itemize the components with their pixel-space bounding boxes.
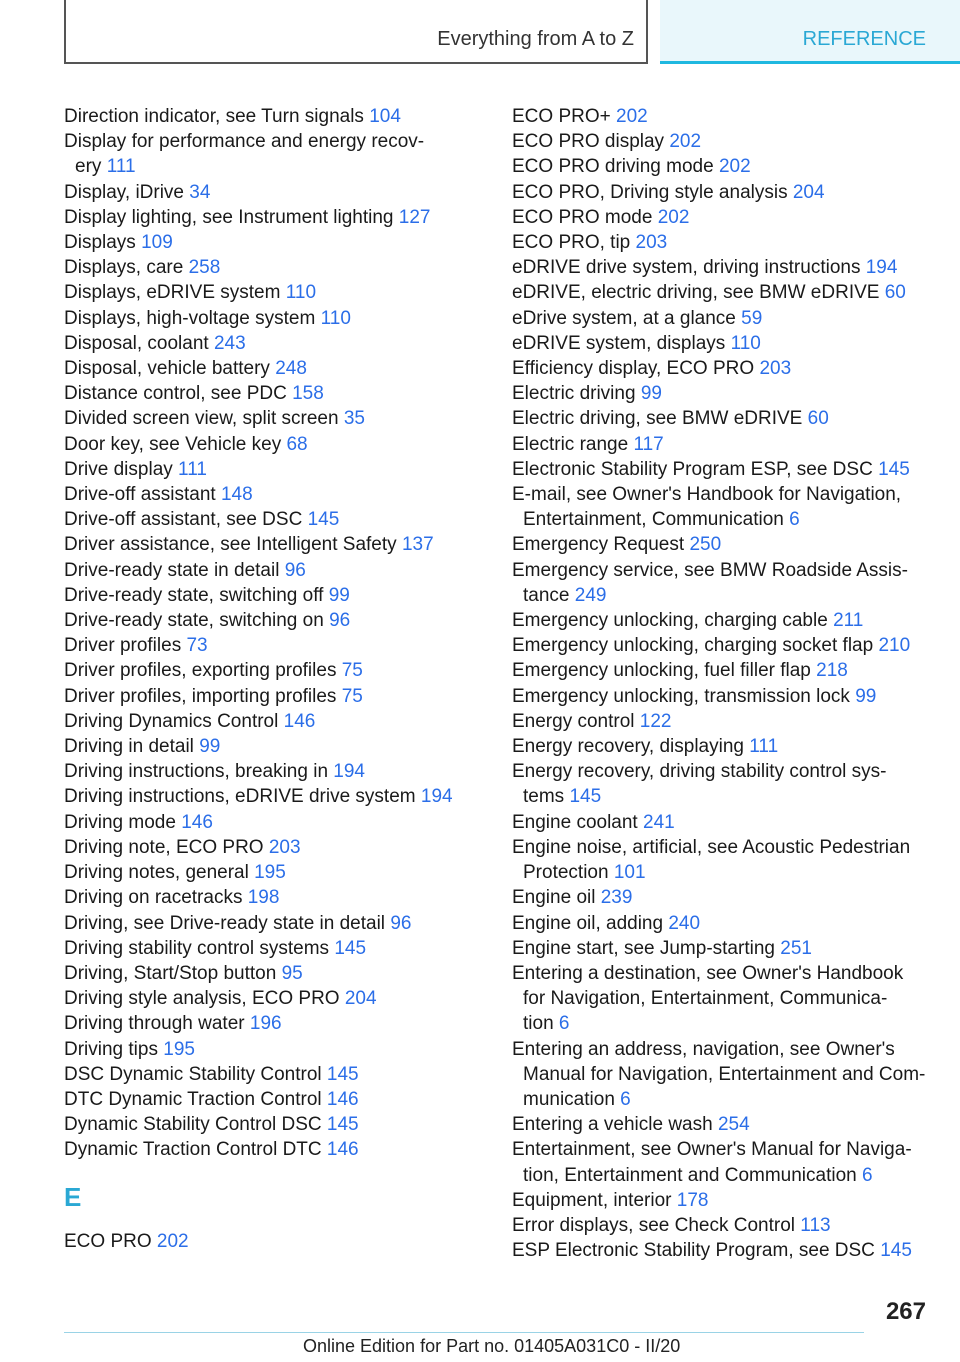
entry-page-link[interactable]: 203: [759, 358, 792, 380]
entry-term: Driver profiles, exporting profiles: [64, 660, 337, 682]
page-number: 267: [885, 1298, 926, 1325]
index-entry: [64, 356, 464, 381]
entry-term: Emergency unlocking, charging socket flap: [512, 635, 874, 657]
entry-page-link[interactable]: 111: [749, 736, 779, 758]
index-entry: [64, 306, 464, 331]
entry-page-link[interactable]: 145: [326, 1114, 359, 1136]
entry-page-link[interactable]: 110: [730, 332, 761, 354]
entry-page-link[interactable]: 202: [718, 156, 751, 178]
entry-term: Error displays, see Check Control: [512, 1214, 795, 1236]
index-entry: [512, 154, 932, 179]
index-entry: [512, 381, 932, 406]
entry-term: Displays: [64, 232, 136, 254]
entry-term: Door key, see Vehicle key: [64, 433, 282, 455]
entry-page-link[interactable]: 35: [343, 408, 365, 430]
entry-page-link[interactable]: 202: [616, 106, 648, 127]
footer-text: Online Edition for Part no. 01405A031C0 - II/20: [303, 1336, 681, 1356]
index-entry: [512, 1037, 932, 1113]
index-entry: [512, 936, 932, 961]
entry-page-link[interactable]: 258: [188, 257, 221, 279]
entry-term: ESP Electronic Stability Program, see DSC: [512, 1240, 875, 1262]
entry-page-link[interactable]: 248: [275, 358, 307, 380]
entry-page-link[interactable]: 109: [141, 232, 173, 254]
entry-term: DTC Dynamic Traction Control: [64, 1088, 322, 1110]
index-list-left: [64, 104, 464, 1163]
entry-page-link[interactable]: 196: [249, 1013, 282, 1035]
index-entry: [64, 432, 464, 457]
index-entry: [64, 860, 464, 885]
index-entry: [512, 759, 932, 809]
entry-term: Emergency unlocking, fuel filler flap: [512, 660, 811, 682]
entry-term: Entering a vehicle wash: [512, 1114, 713, 1136]
entry-term-continued: tion, Entertainment and Communication: [523, 1164, 857, 1186]
index-column-left: [64, 104, 464, 1254]
entry-page-link[interactable]: 34: [189, 181, 211, 203]
entry-term: Driver profiles, importing profiles: [64, 685, 337, 707]
index-entry: [512, 356, 932, 381]
entry-term: eDRIVE system, displays: [512, 332, 726, 354]
entry-page-link[interactable]: 243: [213, 332, 246, 354]
index-entry: [512, 129, 932, 154]
index-entry: [64, 885, 464, 910]
entry-page-link[interactable]: 254: [717, 1114, 750, 1136]
entry-term: ECO PRO driving mode: [512, 156, 714, 178]
entry-term: Drive-off assistant, see DSC: [64, 509, 303, 531]
entry-page-link[interactable]: 249: [574, 584, 607, 606]
entry-term: Displays, high-voltage system: [64, 307, 316, 329]
index-entry: [64, 1087, 464, 1112]
index-entry: [512, 961, 932, 1037]
index-entry: [64, 482, 464, 507]
entry-term: Driving Dynamics Control: [64, 710, 279, 732]
index-entry: [64, 1112, 464, 1137]
entry-page-link[interactable]: 145: [569, 786, 602, 808]
index-entry: [512, 205, 932, 230]
entry-term: Engine noise, artificial, see Acoustic Pedestrian: [512, 836, 911, 858]
entry-term: Driving instructions, eDRIVE drive system: [64, 786, 416, 808]
index-entry: [512, 911, 932, 936]
entry-page-link[interactable]: 96: [284, 559, 306, 581]
entry-page-link[interactable]: 195: [254, 862, 286, 884]
entry-page-link[interactable]: 251: [780, 937, 812, 959]
entry-page-link[interactable]: 194: [420, 786, 453, 808]
entry-term-continued: for Navigation, Entertainment, Communica-: [523, 988, 888, 1010]
entry-term: Electric driving: [512, 383, 636, 405]
header-title: Everything from A to Z: [437, 28, 634, 50]
entry-term: eDRIVE drive system, driving instructions: [512, 257, 861, 279]
entry-term: Driving instructions, breaking in: [64, 761, 329, 783]
entry-term: Driver assistance, see Intelligent Safety: [64, 534, 397, 556]
entry-term-continued: tems: [523, 786, 565, 808]
entry-page-link[interactable]: 210: [878, 635, 911, 657]
index-list-right: [512, 104, 932, 1263]
entry-term: Engine start, see Jump-starting: [512, 937, 775, 959]
entry-page-link[interactable]: 73: [186, 635, 208, 657]
entry-term: Energy recovery, displaying: [512, 736, 744, 758]
entry-page-link[interactable]: 204: [344, 988, 377, 1010]
entry-term: Driver profiles: [64, 635, 182, 657]
index-entry: [64, 583, 464, 608]
entry-page-link[interactable]: 239: [600, 887, 633, 909]
entry-page-link[interactable]: 202: [156, 1230, 189, 1252]
index-entry: [64, 280, 464, 305]
entry-page-link[interactable]: 101: [613, 862, 646, 884]
entry-page-link[interactable]: 60: [807, 408, 829, 430]
index-entry: [512, 835, 932, 885]
entry-term: Driving, see Drive-ready state in detail: [64, 912, 386, 934]
entry-page-link[interactable]: 117: [633, 433, 664, 455]
index-entry: [64, 129, 464, 179]
entry-term: Emergency Request: [512, 534, 685, 556]
entry-page-link[interactable]: 96: [390, 912, 412, 934]
entry-term: Emergency service, see BMW Roadside Assis-: [512, 559, 908, 581]
page-header: [0, 0, 960, 66]
index-entry: [64, 180, 464, 205]
index-entry: [64, 558, 464, 583]
entry-term: Driving mode: [64, 811, 176, 833]
entry-term: Entering an address, navigation, see Owner's: [512, 1038, 895, 1060]
index-entry: [512, 406, 932, 431]
entry-page-link[interactable]: 111: [106, 156, 136, 178]
entry-page-link[interactable]: 60: [884, 282, 906, 304]
entry-term: Drive-ready state in detail: [64, 559, 280, 581]
entry-page-link[interactable]: 195: [163, 1038, 195, 1060]
entry-term: Driving tips: [64, 1038, 158, 1060]
entry-term: Equipment, interior: [512, 1189, 672, 1211]
header-title-box: [64, 0, 648, 64]
entry-term: Entering a destination, see Owner's Handbook: [512, 962, 904, 984]
index-entry: [64, 658, 464, 683]
entry-term: ECO PRO mode: [512, 206, 653, 228]
index-entry: [64, 507, 464, 532]
entry-page-link[interactable]: 145: [307, 509, 340, 531]
entry-page-link[interactable]: 202: [669, 131, 702, 153]
entry-term: Displays, care: [64, 257, 184, 279]
entry-term: Direction indicator, see Turn signals: [64, 106, 364, 127]
entry-term: Divided screen view, split screen: [64, 408, 339, 430]
entry-term-continued: Manual for Navigation, Entertainment and Com-: [523, 1063, 926, 1085]
entry-term: E-mail, see Owner's Handbook for Navigation,: [512, 484, 902, 506]
index-entry: [64, 457, 464, 482]
entry-page-link[interactable]: 146: [181, 811, 213, 833]
entry-page-link[interactable]: 113: [800, 1214, 831, 1236]
entry-page-link[interactable]: 194: [333, 761, 365, 783]
index-entry: [512, 709, 932, 734]
entry-page-link[interactable]: 202: [657, 206, 690, 228]
entry-term: Display, iDrive: [64, 181, 185, 203]
entry-page-link[interactable]: 6: [862, 1164, 873, 1186]
index-entry: [512, 1213, 932, 1238]
index-entry: [64, 986, 464, 1011]
index-entry: [512, 734, 932, 759]
entry-term-continued: tance: [523, 584, 570, 606]
index-entry: [64, 532, 464, 557]
entry-page-link[interactable]: 99: [855, 685, 877, 707]
entry-page-link[interactable]: 198: [247, 887, 280, 909]
entry-term: Disposal, vehicle battery: [64, 358, 270, 380]
entry-page-link[interactable]: 145: [878, 458, 910, 480]
index-entry: [64, 406, 464, 431]
index-entry: [64, 255, 464, 280]
index-entry: [64, 784, 464, 809]
entry-page-link[interactable]: 194: [865, 257, 898, 279]
index-entry: [512, 104, 932, 129]
index-entry: [64, 709, 464, 734]
entry-page-link[interactable]: 145: [334, 937, 367, 959]
index-entry: [512, 457, 932, 482]
entry-term: Energy recovery, driving stability control sys-: [512, 761, 887, 783]
entry-page-link[interactable]: 75: [341, 660, 363, 682]
entry-term: Distance control, see PDC: [64, 383, 287, 405]
entry-term: Engine oil: [512, 887, 596, 909]
entry-term: ECO PRO, tip: [512, 232, 631, 254]
entry-page-link[interactable]: 241: [643, 811, 675, 833]
entry-page-link[interactable]: 110: [320, 307, 351, 329]
index-list-left-after-section: [64, 1229, 464, 1254]
entry-term: ECO PRO+: [512, 106, 611, 127]
entry-term: Emergency unlocking, charging cable: [512, 610, 828, 632]
index-entry: [512, 608, 932, 633]
entry-term: Driving in detail: [64, 736, 194, 758]
index-entry: [512, 230, 932, 255]
index-entry: [64, 1037, 464, 1062]
entry-term: ECO PRO display: [512, 131, 665, 153]
entry-page-link[interactable]: 111: [178, 458, 207, 480]
index-entry: [64, 633, 464, 658]
index-entry: [512, 810, 932, 835]
entry-page-link[interactable]: 146: [326, 1088, 359, 1110]
entry-term: eDrive system, at a glance: [512, 307, 736, 329]
entry-term: Disposal, coolant: [64, 332, 209, 354]
index-entry: [64, 810, 464, 835]
index-entry: [64, 835, 464, 860]
index-entry: [64, 331, 464, 356]
entry-term-continued: ery: [75, 156, 102, 178]
footer-divider: [64, 1332, 864, 1333]
entry-term: Driving through water: [64, 1013, 245, 1035]
index-column-right: [512, 104, 932, 1263]
entry-term: Driving stability control systems: [64, 937, 330, 959]
entry-page-link[interactable]: 145: [880, 1240, 912, 1262]
index-entry: [64, 936, 464, 961]
entry-page-link[interactable]: 75: [341, 685, 363, 707]
entry-term: Display for performance and energy recov-: [64, 131, 425, 153]
entry-term: Dynamic Stability Control DSC: [64, 1114, 322, 1136]
entry-page-link[interactable]: 6: [620, 1088, 631, 1110]
index-entry: [64, 608, 464, 633]
entry-page-link[interactable]: 178: [676, 1189, 709, 1211]
index-entry: [512, 658, 932, 683]
entry-term-continued: Entertainment, Communication: [523, 509, 784, 531]
entry-term: Driving style analysis, ECO PRO: [64, 988, 340, 1010]
index-entry: [512, 180, 932, 205]
index-entry: [512, 558, 932, 608]
entry-page-link[interactable]: 218: [816, 660, 848, 682]
entry-page-link[interactable]: 59: [741, 307, 763, 329]
index-entry: [512, 885, 932, 910]
index-entry: [64, 911, 464, 936]
index-entry: [512, 1188, 932, 1213]
entry-term: Driving note, ECO PRO: [64, 836, 264, 858]
index-entry: [512, 1112, 932, 1137]
entry-page-link[interactable]: 240: [668, 912, 701, 934]
entry-term: Emergency unlocking, transmission lock: [512, 685, 850, 707]
index-entry: [64, 1062, 464, 1087]
entry-page-link[interactable]: 95: [281, 962, 303, 984]
index-entry: [512, 684, 932, 709]
index-entry: [512, 633, 932, 658]
entry-page-link[interactable]: 145: [326, 1063, 359, 1085]
index-entry: [64, 961, 464, 986]
entry-term: Driving notes, general: [64, 862, 249, 884]
header-section-label: REFERENCE: [802, 28, 926, 50]
index-entry: [512, 306, 932, 331]
entry-term: Drive display: [64, 458, 173, 480]
entry-term-continued: tion: [523, 1013, 554, 1035]
index-entry: [512, 331, 932, 356]
entry-term: Electric driving, see BMW eDRIVE: [512, 408, 803, 430]
entry-term: Energy control: [512, 710, 635, 732]
entry-page-link[interactable]: 6: [558, 1013, 570, 1035]
entry-term: Driving on racetracks: [64, 887, 243, 909]
entry-page-link[interactable]: 158: [292, 383, 324, 405]
entry-term-continued: Protection: [523, 862, 609, 884]
index-entry: [64, 1137, 464, 1162]
entry-page-link[interactable]: 137: [401, 534, 434, 556]
entry-page-link[interactable]: 110: [285, 282, 317, 304]
entry-term: Drive-ready state, switching on: [64, 610, 324, 632]
index-entry: [64, 104, 464, 129]
entry-page-link[interactable]: 104: [369, 106, 401, 127]
entry-term-continued: munication: [523, 1088, 615, 1110]
index-entry: [512, 280, 932, 305]
entry-term: ECO PRO, Driving style analysis: [512, 181, 788, 203]
entry-term: Efficiency display, ECO PRO: [512, 358, 755, 380]
index-entry: [512, 255, 932, 280]
entry-term: Engine coolant: [512, 811, 638, 833]
entry-page-link[interactable]: 203: [635, 232, 668, 254]
index-entry: [512, 482, 932, 532]
index-entry: [64, 734, 464, 759]
entry-page-link[interactable]: 99: [328, 584, 350, 606]
index-entry: [64, 759, 464, 784]
index-entry: [64, 205, 464, 230]
entry-term: Displays, eDRIVE system: [64, 282, 281, 304]
entry-term: Dynamic Traction Control DTC: [64, 1139, 322, 1161]
section-letter: E: [64, 1181, 82, 1212]
index-entry: [64, 684, 464, 709]
index-entry: [512, 432, 932, 457]
entry-term: Driving, Start/Stop button: [64, 962, 277, 984]
entry-term: eDRIVE, electric driving, see BMW eDRIVE: [512, 282, 880, 304]
index-entry: [512, 1238, 932, 1263]
index-entry: [64, 1229, 464, 1254]
index-entry: [64, 1011, 464, 1036]
entry-term: ECO PRO: [64, 1230, 152, 1252]
entry-term: Electric range: [512, 433, 629, 455]
entry-page-link[interactable]: 68: [286, 433, 308, 455]
entry-page-link[interactable]: 211: [833, 610, 864, 632]
entry-page-link[interactable]: 122: [639, 710, 672, 732]
index-entry: [512, 532, 932, 557]
entry-term: DSC Dynamic Stability Control: [64, 1063, 322, 1085]
entry-term: Drive-ready state, switching off: [64, 584, 324, 606]
index-entry: [64, 381, 464, 406]
header-section-tab: [660, 0, 960, 64]
entry-page-link[interactable]: 99: [199, 736, 221, 758]
entry-term: Electronic Stability Program ESP, see DSC: [512, 458, 873, 480]
entry-page-link[interactable]: 204: [792, 181, 825, 203]
entry-page-link[interactable]: 148: [220, 484, 253, 506]
entry-page-link[interactable]: 99: [640, 383, 662, 405]
entry-page-link[interactable]: 250: [689, 534, 722, 556]
index-entry: [512, 1137, 932, 1187]
entry-term: Drive-off assistant: [64, 484, 216, 506]
entry-page-link[interactable]: 203: [268, 836, 301, 858]
entry-term: Display lighting, see Instrument lighting: [64, 206, 394, 228]
entry-page-link[interactable]: 146: [283, 710, 316, 732]
entry-page-link[interactable]: 146: [326, 1139, 359, 1161]
entry-page-link[interactable]: 6: [789, 509, 800, 531]
index-entry: [64, 230, 464, 255]
entry-term: Engine oil, adding: [512, 912, 664, 934]
entry-term: Entertainment, see Owner's Manual for Naviga-: [512, 1139, 912, 1161]
entry-page-link[interactable]: 96: [329, 610, 351, 632]
entry-page-link[interactable]: 127: [398, 206, 431, 228]
